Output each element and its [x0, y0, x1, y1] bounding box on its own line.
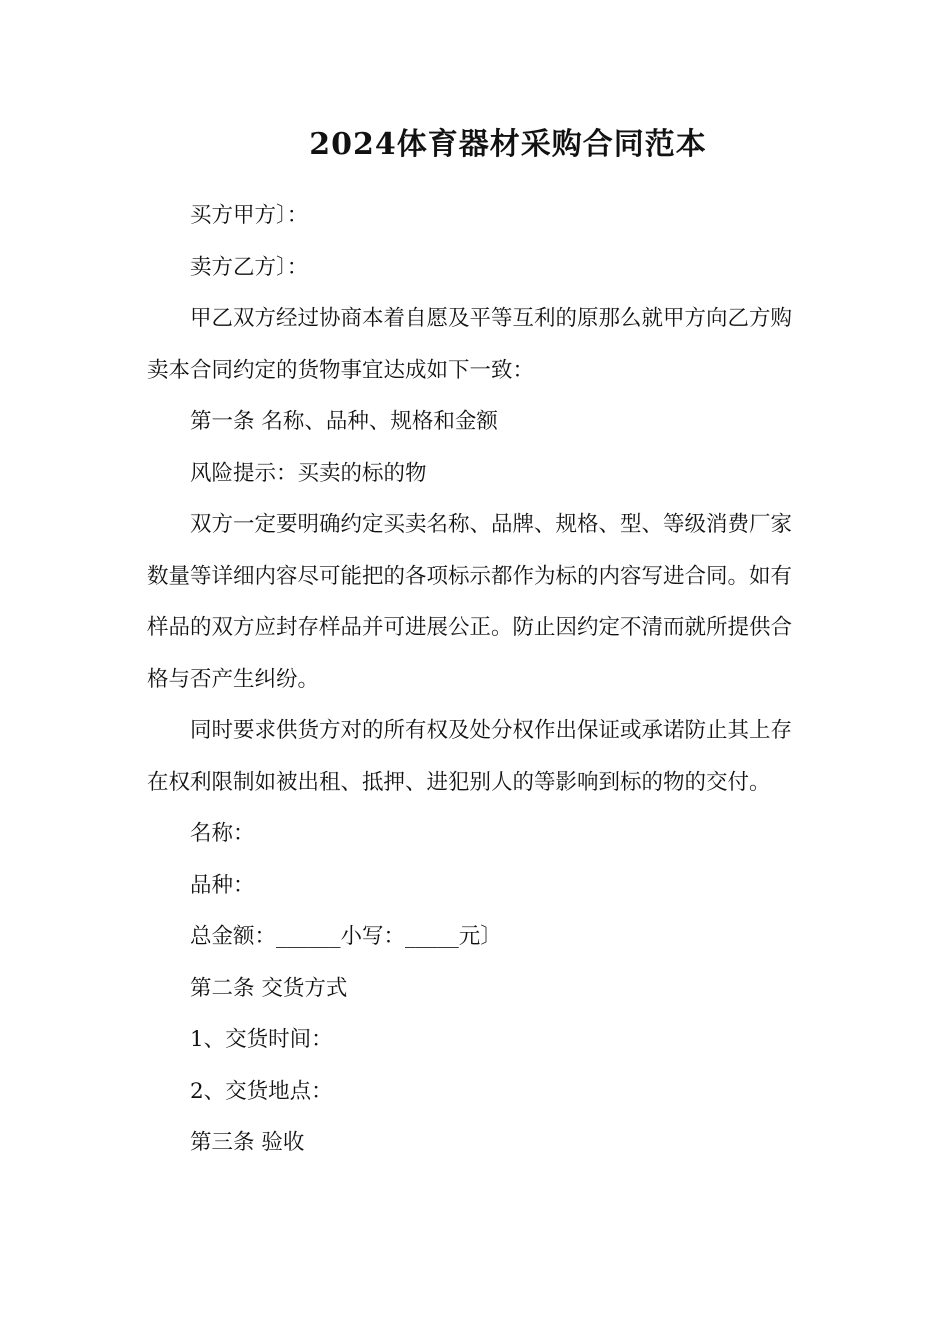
paragraph-buyer: 买方甲方〕：: [190, 203, 309, 228]
document-body: [147, 190, 807, 1169]
field-name: 名称：: [190, 821, 255, 846]
clause-3-heading: 第三条 验收: [190, 1130, 305, 1155]
paragraph-seller: 卖方乙方〕：: [190, 254, 309, 280]
paragraph-risk-note: 风险提示：买卖的标的物: [190, 460, 427, 486]
field-delivery-time: 1、交货时间：: [190, 1027, 333, 1052]
paragraph-specification: 双方一定要明确约定买卖名称、品牌、规格、型、等级消费厂家数量等详细内容尽可能把的各项标示都作为标的内容写进合同。如有样品的双方应封存样品并可进展公正。防止因约定不清而就所提供合格与否产生纠纷。: [147, 512, 793, 692]
paragraph-ownership: 同时要求供货方对的所有权及处分权作出保证或承诺防止其上存在权利限制如被出租、抵押、进犯别人的等影响到标的物的交付。: [147, 718, 793, 795]
clause-2-heading: 第二条 交货方式: [190, 975, 348, 1001]
field-delivery-place: 2、交货地点：: [190, 1078, 333, 1104]
clause-1-heading: 第一条 名称、品种、规格和金额: [190, 409, 498, 434]
paragraph-preamble: 甲乙双方经过协商本着自愿及平等互利的原那么就甲方向乙方购卖本合同约定的货物事宜达成如下一致：: [147, 306, 793, 383]
field-variety: 品种：: [190, 872, 255, 898]
field-total-amount: 总金额：______小写：_____元〕: [190, 924, 502, 949]
document-title: 2024体育器材采购合同范本: [309, 127, 707, 162]
